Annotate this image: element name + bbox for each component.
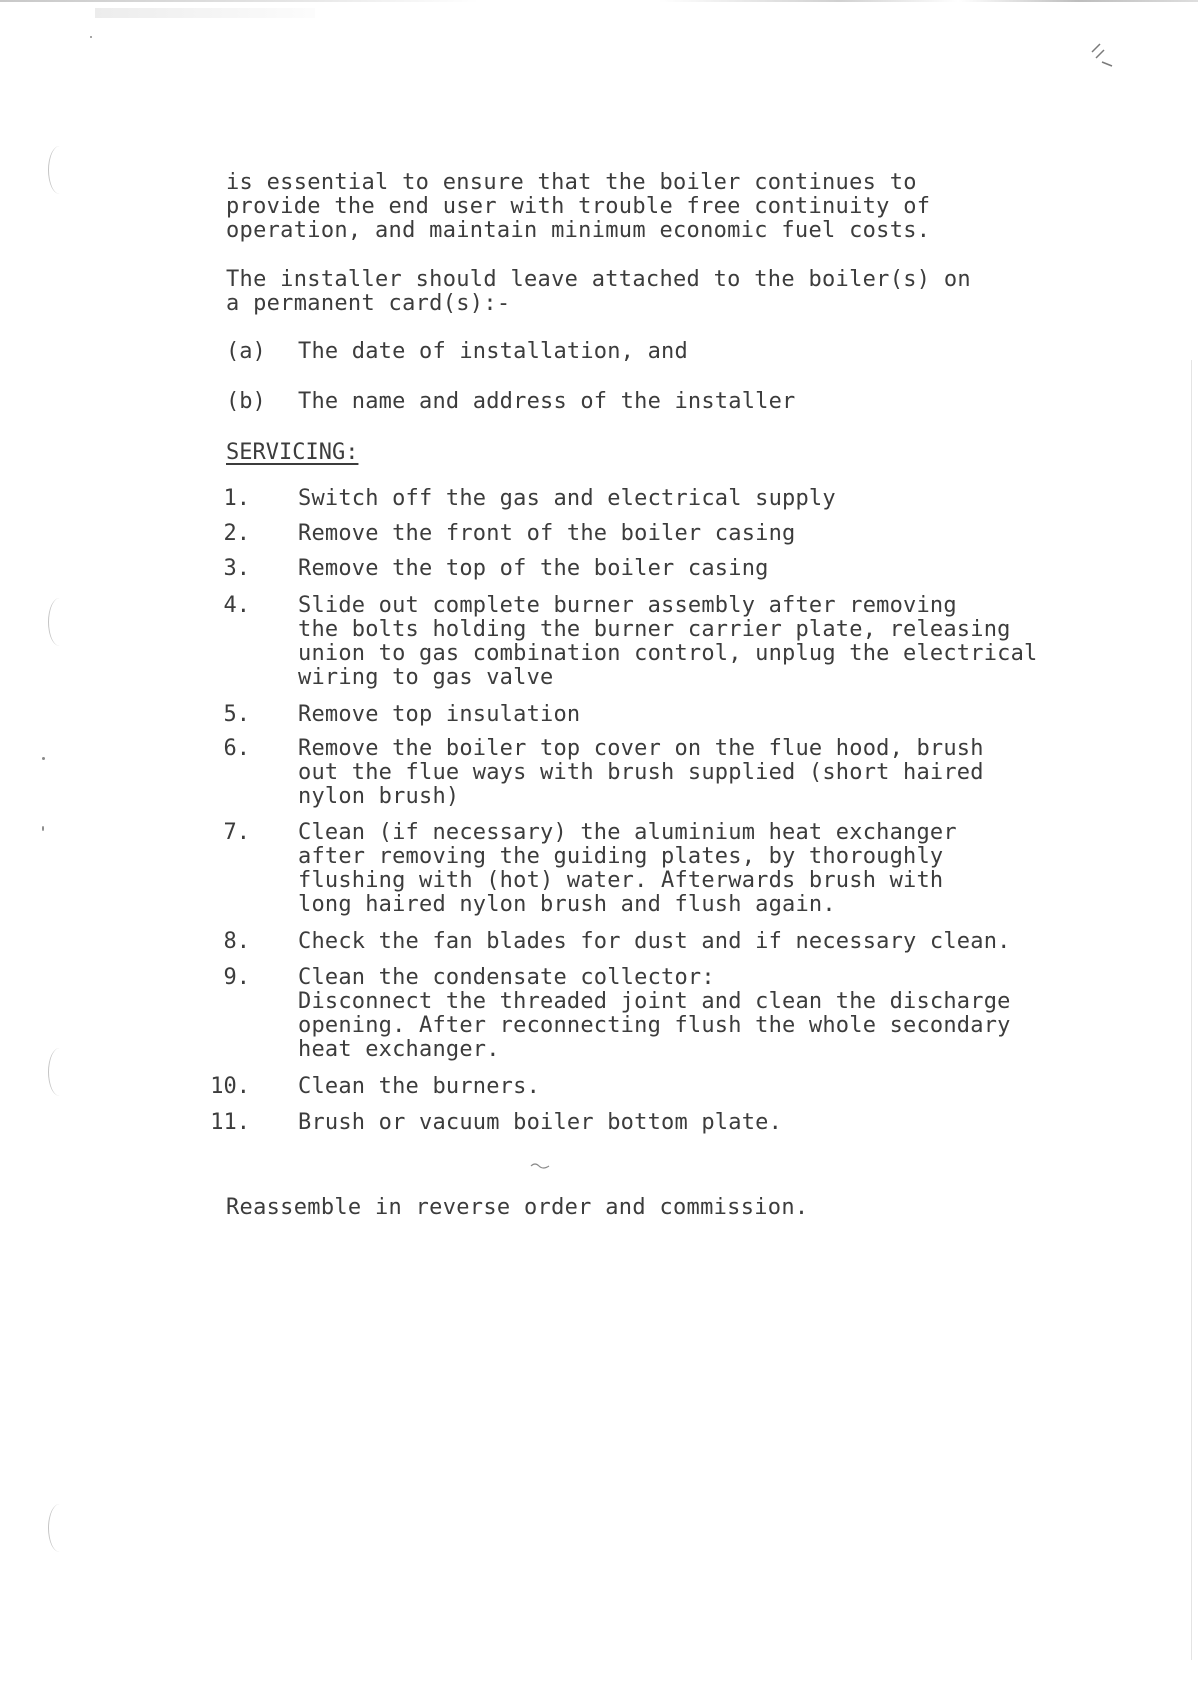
punch-hole-mark <box>48 146 71 194</box>
step-number: 9. <box>223 965 250 990</box>
step-text: Clean the condensate collector: Disconnect the threaded joint and clean the discharge opening. After reconnecting flush the whole secondary heat exchanger. <box>298 965 1011 1062</box>
punch-hole-mark <box>48 598 71 646</box>
stray-dot <box>90 36 92 38</box>
step-text: Remove the front of the boiler casing <box>298 521 796 546</box>
step-number: 10. <box>210 1074 250 1099</box>
step-text: Clean the burners. <box>298 1074 541 1099</box>
stray-dot <box>42 757 45 760</box>
intro-paragraph: is essential to ensure that the boiler continues to provide the end user with trouble free continuity of operation, and maintain minimum economic fuel costs. <box>226 170 931 243</box>
step-text: Switch off the gas and electrical supply <box>298 486 836 511</box>
step-text: Remove the boiler top cover on the flue hood, brush out the flue ways with brush supplied (short haired nylon brush) <box>298 736 984 809</box>
step-number: 6. <box>223 736 250 761</box>
step-number: 5. <box>223 702 250 727</box>
step-text: Slide out complete burner assembly after removing the bolts holding the burner carrier plate, releasing union to gas combination control, unplug the electrical wiring to gas valve <box>298 593 1038 690</box>
step-number: 4. <box>223 593 250 618</box>
step-text: Remove the top of the boiler casing <box>298 556 769 581</box>
scan-edge-line <box>1191 360 1192 1660</box>
step-number: 11. <box>210 1110 250 1135</box>
step-number: 1. <box>223 486 250 511</box>
card-item-text: The date of installation, and <box>298 339 688 364</box>
stray-dot <box>42 826 44 831</box>
punch-hole-mark <box>48 1048 71 1096</box>
scan-edge-artifact <box>0 0 1198 2</box>
step-text: Clean (if necessary) the aluminium heat exchanger after removing the guiding plates, by thoroughly flushing with (hot) water. Afterwards brush with long haired nylon brush and flush again. <box>298 820 957 917</box>
card-item-text: The name and address of the installer <box>298 389 796 414</box>
scan-smudge-artifact <box>95 8 315 18</box>
step-number: 3. <box>223 556 250 581</box>
step-text: Check the fan blades for dust and if necessary clean. <box>298 929 1011 954</box>
stray-squiggle-mark <box>530 1162 550 1170</box>
card-item-label: (a) <box>226 339 266 364</box>
card-item-label: (b) <box>226 389 266 414</box>
punch-hole-mark <box>48 1504 71 1552</box>
step-number: 2. <box>223 521 250 546</box>
closing-instruction: Reassemble in reverse order and commission. <box>226 1195 809 1220</box>
installer-card-paragraph: The installer should leave attached to the boiler(s) on a permanent card(s):- <box>226 267 971 316</box>
step-text: Brush or vacuum boiler bottom plate. <box>298 1110 783 1135</box>
step-number: 7. <box>223 820 250 845</box>
servicing-heading: SERVICING: <box>226 440 359 465</box>
step-text: Remove top insulation <box>298 702 581 727</box>
step-number: 8. <box>223 929 250 954</box>
handwritten-page-mark <box>1088 40 1116 68</box>
